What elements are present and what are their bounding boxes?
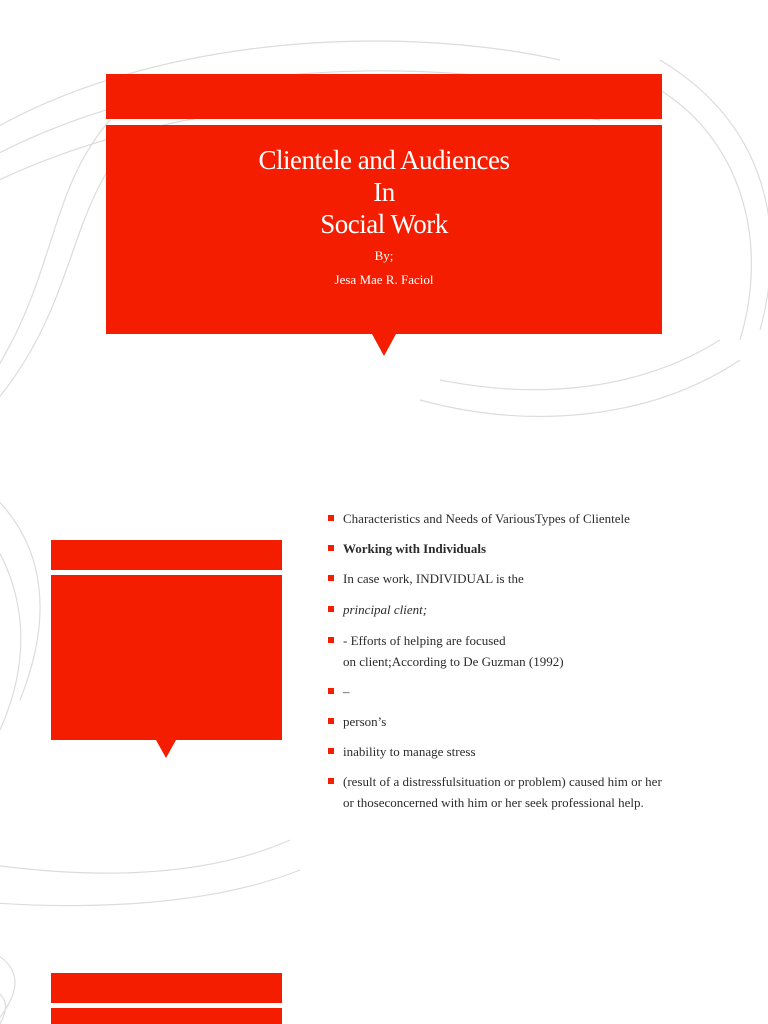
bullet-list [328, 508, 748, 813]
bullet-text: (result of a distressfulsituation or problem) caused him or her [343, 774, 662, 789]
bullet-text-continued: or thoseconcerned with him or her seek professional help. [343, 795, 644, 810]
list-item [328, 771, 748, 813]
title-top-bar [106, 74, 662, 119]
bullet-marker [328, 718, 334, 724]
title-line: Social Work [320, 209, 448, 239]
next-slide-top-bar [51, 973, 282, 1003]
bullet-marker [328, 545, 334, 551]
bullet-marker [328, 688, 334, 694]
next-slide-partial [0, 860, 768, 1024]
list-item [328, 599, 748, 620]
title-line: Clientele and Audiences [258, 145, 510, 175]
list-item [328, 630, 748, 672]
bullet-marker [328, 515, 334, 521]
bullet-marker [328, 637, 334, 643]
content-panel [51, 575, 282, 740]
list-item [328, 741, 748, 762]
bullet-marker [328, 606, 334, 612]
list-item [328, 538, 748, 559]
content-slide [0, 430, 768, 860]
bullet-text-continued: on client;According to De Guzman (1992) [343, 654, 564, 669]
bullet-marker [328, 778, 334, 784]
title-panel-pointer [372, 334, 396, 356]
by-label: By; [374, 248, 394, 263]
author-name: Jesa Mae R. Faciol [334, 272, 434, 287]
bullet-text: inability to manage stress [343, 744, 476, 759]
bullet-text: Characteristics and Needs of VariousTypes of Clientele [343, 511, 630, 526]
next-slide-panel [51, 1008, 282, 1024]
bullet-text: In case work, INDIVIDUAL is the [343, 571, 524, 586]
list-item [328, 711, 748, 732]
slide-title [106, 144, 662, 240]
bullet-text: principal client; [343, 602, 428, 617]
list-item [328, 681, 748, 702]
title-line: In [373, 177, 395, 207]
list-item [328, 508, 748, 529]
bullet-text: Working with Individuals [343, 541, 487, 556]
content-panel-pointer [156, 740, 176, 758]
bullet-text: - Efforts of helping are focused [343, 633, 506, 648]
bullet-text: person’s [343, 714, 387, 729]
bullet-text: – [343, 684, 350, 699]
title-slide [0, 0, 768, 430]
bullet-marker [328, 748, 334, 754]
bullet-marker [328, 575, 334, 581]
content-top-bar [51, 540, 282, 570]
list-item [328, 568, 748, 589]
